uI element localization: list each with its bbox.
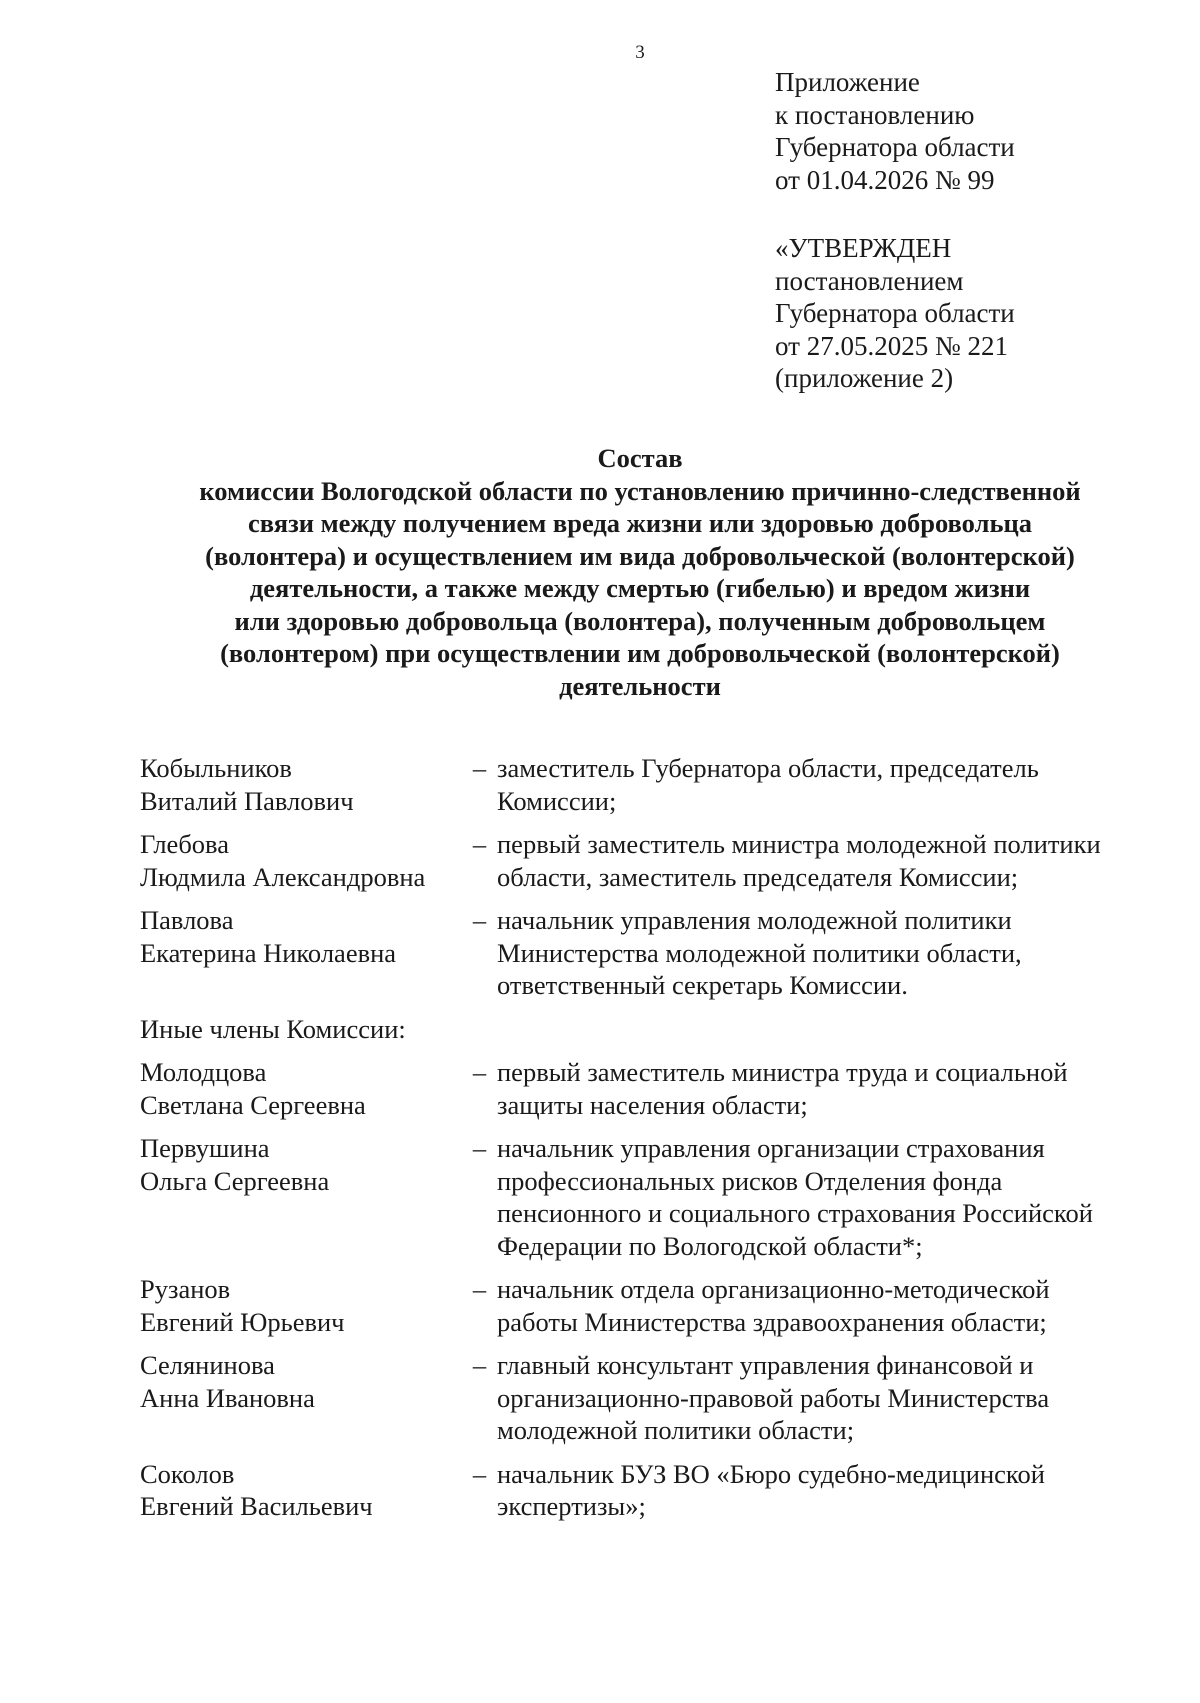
- member-name: [140, 828, 462, 893]
- dash-separator: –: [472, 1458, 487, 1489]
- member-role: [497, 752, 1160, 817]
- member-surname: Селянинова: [140, 1350, 275, 1380]
- dash-separator: –: [472, 829, 487, 859]
- member-role: [497, 904, 1160, 1002]
- member-role: [497, 1349, 1160, 1447]
- title-line: Состав: [597, 443, 683, 473]
- role-line: профессиональных рисков Отделения фонда: [497, 1165, 1003, 1196]
- dash-separator: –: [472, 1350, 487, 1380]
- dash-separator: –: [472, 753, 487, 783]
- title-line: (волонтером) при осуществлении им добровольческой (волонтерской): [220, 638, 1060, 668]
- member-surname: Молодцова: [140, 1057, 267, 1087]
- member-name: [140, 1056, 462, 1121]
- member-role: [497, 1458, 1160, 1523]
- role-line: работы Министерства здравоохранения области;: [497, 1306, 1047, 1337]
- member-row: [140, 1349, 1160, 1447]
- appendix-header: [775, 66, 1015, 196]
- role-line: начальник управления организации страхования: [497, 1133, 1045, 1163]
- member-name: [140, 1273, 462, 1338]
- title-line: связи между получением вреда жизни или здоровью добровольца: [248, 508, 1032, 538]
- dash-separator: –: [472, 905, 487, 935]
- member-role: [497, 1273, 1160, 1338]
- member-surname: Соколов: [140, 1458, 235, 1489]
- appendix-line: к постановлению: [775, 99, 975, 130]
- title-line: или здоровью добровольца (волонтера), полученным добровольцем: [234, 605, 1046, 636]
- role-line: организационно-правовой работы Министерства: [497, 1382, 1050, 1413]
- dash-separator: –: [472, 1274, 487, 1304]
- member-name: [140, 904, 462, 1002]
- approved-line: Губернатора области: [775, 298, 1015, 328]
- approved-line: постановлением: [775, 265, 964, 296]
- page-number: 3: [635, 42, 645, 63]
- role-line: экспертизы»;: [497, 1491, 646, 1521]
- member-surname: Кобыльников: [140, 753, 292, 783]
- title-line: (волонтера) и осуществлением им вида добровольческой (волонтерской): [205, 540, 1075, 571]
- role-line: первый заместитель министра молодежной политики: [497, 829, 1101, 859]
- member-row: [140, 904, 1160, 1002]
- title-line: деятельности, а также между смертью (гибелью) и вредом жизни: [249, 573, 1031, 603]
- role-line: начальник отдела организационно-методической: [497, 1274, 1050, 1304]
- member-name: [140, 1132, 462, 1262]
- member-surname: Первушина: [140, 1133, 270, 1163]
- role-line: защиты населения области;: [497, 1089, 808, 1120]
- member-role: [497, 1056, 1160, 1121]
- member-given-name: Ольга Сергеевна: [140, 1165, 330, 1196]
- role-line: пенсионного и социального страхования Российской: [497, 1198, 1093, 1228]
- role-line: первый заместитель министра труда и социальной: [497, 1057, 1068, 1087]
- member-given-name: Виталий Павлович: [140, 785, 354, 816]
- members-list: [140, 752, 1160, 1534]
- member-surname: Павлова: [140, 905, 234, 935]
- role-line: молодежной политики области;: [497, 1415, 855, 1445]
- member-name: [140, 1458, 462, 1523]
- document-title: [110, 442, 1170, 702]
- dash-separator: –: [472, 1057, 487, 1087]
- approved-line: (приложение 2): [775, 363, 954, 393]
- other-members-label: Иные члены Комиссии:: [140, 1013, 406, 1044]
- approved-stamp-text: [775, 232, 1015, 395]
- appendix-line: Губернатора области: [775, 132, 1015, 162]
- member-given-name: Евгений Юрьевич: [140, 1306, 345, 1337]
- member-surname: Глебова: [140, 829, 229, 859]
- title-line: деятельности: [559, 670, 721, 701]
- approved-line: «УТВЕРЖДЕН: [775, 233, 952, 263]
- appendix-line: от 01.04.2026 № 99: [775, 164, 995, 195]
- role-line: начальник БУЗ ВО «Бюро судебно-медицинской: [497, 1458, 1045, 1489]
- title-line: комиссии Вологодской области по установлению причинно-следственной: [199, 475, 1081, 506]
- approved-line: от 27.05.2025 № 221: [775, 330, 1008, 361]
- member-name: [140, 1349, 462, 1447]
- role-line: Комиссии;: [497, 785, 617, 816]
- appendix-line: Приложение: [775, 67, 920, 97]
- member-given-name: Евгений Васильевич: [140, 1491, 373, 1521]
- member-role: [497, 828, 1160, 893]
- member-given-name: Светлана Сергеевна: [140, 1089, 366, 1120]
- member-role: [497, 1132, 1160, 1262]
- member-row: [140, 1056, 1160, 1121]
- member-row: [140, 1458, 1160, 1523]
- role-line: ответственный секретарь Комиссии.: [497, 970, 908, 1000]
- role-line: Федерации по Вологодской области*;: [497, 1230, 923, 1261]
- member-row: [140, 752, 1160, 817]
- member-name: [140, 752, 462, 817]
- role-line: области, заместитель председателя Комиссии;: [497, 861, 1019, 892]
- role-line: Министерства молодежной политики области,: [497, 937, 1022, 968]
- member-row: [140, 828, 1160, 893]
- role-line: начальник управления молодежной политики: [497, 905, 1012, 935]
- member-row: [140, 1132, 1160, 1262]
- role-line: главный консультант управления финансовой и: [497, 1350, 1034, 1380]
- member-given-name: Екатерина Николаевна: [140, 937, 397, 968]
- member-given-name: Анна Ивановна: [140, 1382, 315, 1413]
- member-surname: Рузанов: [140, 1274, 231, 1304]
- member-row: [140, 1273, 1160, 1338]
- member-given-name: Людмила Александровна: [140, 861, 426, 892]
- dash-separator: –: [472, 1133, 487, 1163]
- role-line: заместитель Губернатора области, председатель: [497, 753, 1039, 783]
